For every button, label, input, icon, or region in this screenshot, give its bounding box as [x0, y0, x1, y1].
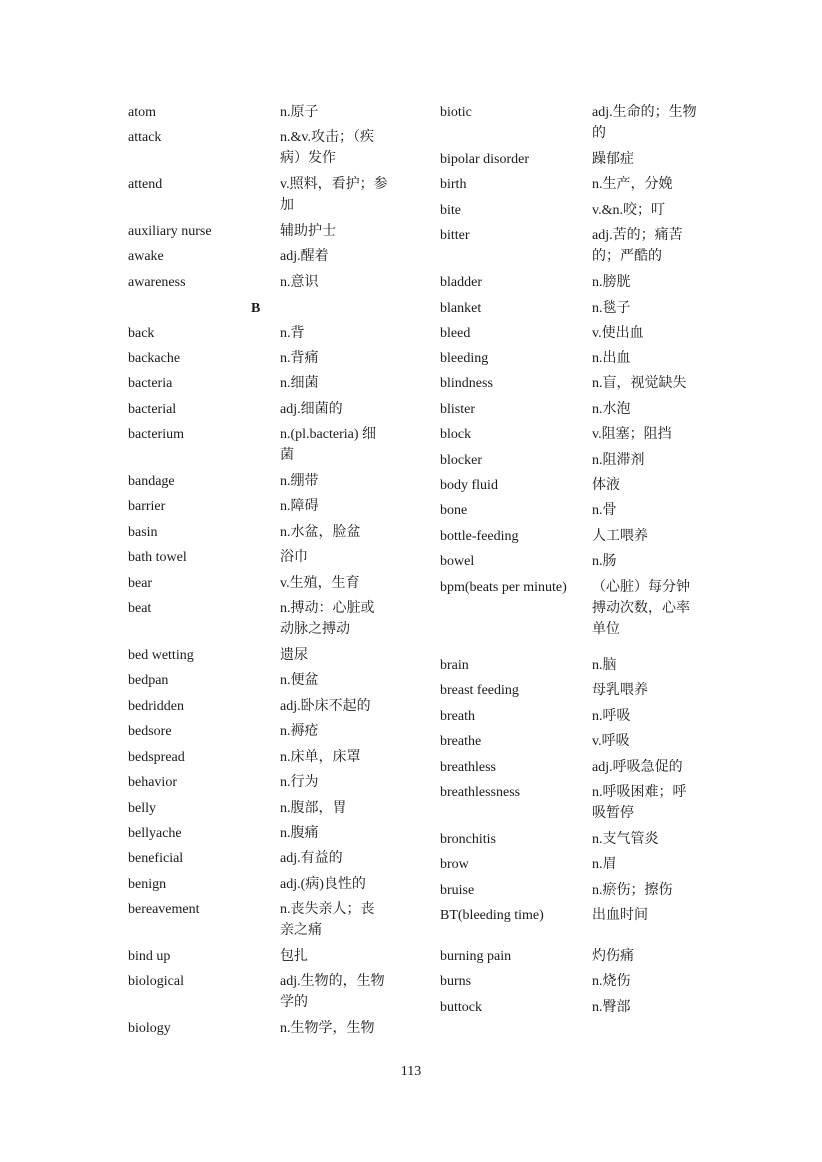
entry-term: biotic	[440, 105, 472, 120]
entry-term: bacteria	[128, 376, 173, 391]
entry-term: breath	[440, 709, 475, 724]
page-number: 113	[400, 1064, 422, 1079]
entry-term: bed wetting	[128, 648, 194, 663]
entry-definition: n.障碍	[280, 499, 319, 514]
entry-term: bandage	[128, 474, 175, 489]
entry-definition: n.(pl.bacteria) 细菌	[280, 427, 377, 463]
entry-term: bone	[440, 503, 468, 518]
entry-term: blindness	[440, 376, 493, 391]
entry-definition: n.生产，分娩	[592, 177, 673, 192]
entry-definition: 出血时间	[592, 908, 648, 923]
entry-definition: n.臀部	[592, 1000, 631, 1015]
entry-term: bedpan	[128, 673, 169, 688]
entry-term: bellyache	[128, 826, 182, 841]
entry-term: bleeding	[440, 351, 489, 366]
entry-term: bitter	[440, 228, 470, 243]
entry-term: biological	[128, 974, 184, 989]
entry-term: beneficial	[128, 851, 184, 866]
entry-definition: v.阻塞；阻挡	[592, 427, 672, 442]
entry-definition: n.床单，床罩	[280, 750, 361, 765]
entry-definition: n.呼吸困难；呼吸暂停	[592, 785, 687, 821]
entry-term: bowel	[440, 554, 475, 569]
entry-term: birth	[440, 177, 467, 192]
entry-term: brain	[440, 658, 469, 673]
entry-term: brow	[440, 857, 469, 872]
entry-term: backache	[128, 351, 181, 366]
entry-definition: v.使出血	[592, 326, 644, 341]
entry-term: burns	[440, 974, 472, 989]
entry-definition: n.水泡	[592, 402, 631, 417]
entry-definition: n.&v.攻击；（疾病）发作	[280, 130, 374, 166]
entry-definition: n.生物学，生物	[280, 1021, 375, 1036]
entry-definition: n.肠	[592, 554, 617, 569]
entry-definition: n.搏动：心脏或动脉之搏动	[280, 601, 375, 637]
entry-term: bronchitis	[440, 832, 496, 847]
entry-term: basin	[128, 525, 158, 540]
entry-definition: n.眉	[592, 857, 617, 872]
entry-definition: n.细菌	[280, 376, 319, 391]
entry-term: awake	[128, 249, 164, 264]
entry-definition: 体液	[592, 478, 620, 493]
entry-term: bruise	[440, 883, 475, 898]
entry-definition: n.烧伤	[592, 974, 631, 989]
entry-definition: v.呼吸	[592, 734, 630, 749]
entry-term: bleed	[440, 326, 471, 341]
section-letter-heading: B	[251, 301, 261, 316]
entry-term: blanket	[440, 301, 482, 316]
entry-definition: n.水盆，脸盆	[280, 525, 361, 540]
entry-term: benign	[128, 877, 167, 892]
entry-definition: n.腹部，胃	[280, 801, 347, 816]
entry-definition: n.原子	[280, 105, 319, 120]
entry-definition: n.盲，视觉缺失	[592, 376, 687, 391]
entry-term: bath towel	[128, 550, 187, 565]
entry-term: breathlessness	[440, 785, 521, 800]
entry-definition: adj.(病)良性的	[280, 877, 366, 892]
entry-term: bacterium	[128, 427, 184, 442]
entry-term: back	[128, 326, 155, 341]
entry-definition: n.膀胱	[592, 275, 631, 290]
entry-definition: adj.苦的；痛苦的；严酷的	[592, 228, 683, 264]
entry-term: burning pain	[440, 949, 512, 964]
entry-term: blister	[440, 402, 475, 417]
entry-term: blocker	[440, 453, 482, 468]
entry-definition: n.背痛	[280, 351, 319, 366]
entry-term: atom	[128, 105, 156, 120]
entry-term: belly	[128, 801, 156, 816]
entry-definition: v.生殖，生育	[280, 576, 360, 591]
entry-term: attack	[128, 130, 162, 145]
entry-term: bereavement	[128, 902, 200, 917]
entry-definition: adj.细菌的	[280, 402, 343, 417]
entry-definition: n.行为	[280, 775, 319, 790]
entry-definition: n.呼吸	[592, 709, 631, 724]
entry-term: bear	[128, 576, 153, 591]
entry-term: barrier	[128, 499, 166, 514]
entry-term: attend	[128, 177, 163, 192]
entry-term: block	[440, 427, 472, 442]
entry-term: breast feeding	[440, 683, 519, 698]
entry-definition: v.&n.咬；叮	[592, 203, 665, 218]
entry-term: auxiliary nurse	[128, 224, 212, 239]
entry-definition: 灼伤痛	[592, 949, 634, 964]
entry-term: body fluid	[440, 478, 498, 493]
entry-term: bladder	[440, 275, 482, 290]
entry-term: awareness	[128, 275, 186, 290]
entry-definition: adj.卧床不起的	[280, 699, 371, 714]
entry-definition: n.毯子	[592, 301, 631, 316]
entry-term: bedsore	[128, 724, 172, 739]
entry-definition: 母乳喂养	[592, 683, 648, 698]
entry-definition: v.照料，看护；参加	[280, 177, 388, 213]
entry-definition: adj.生命的；生物的	[592, 105, 697, 141]
entry-term: buttock	[440, 1000, 482, 1015]
entry-definition: n.便盆	[280, 673, 319, 688]
entry-definition: adj.有益的	[280, 851, 343, 866]
entry-term: beat	[128, 601, 152, 616]
entry-definition: 人工喂养	[592, 529, 648, 544]
entry-definition: n.意识	[280, 275, 319, 290]
entry-definition: n.绷带	[280, 474, 319, 489]
entry-definition: n.骨	[592, 503, 617, 518]
entry-definition: n.支气管炎	[592, 832, 659, 847]
entry-definition: n.出血	[592, 351, 631, 366]
entry-term: bind up	[128, 949, 171, 964]
entry-definition: 遗尿	[280, 648, 308, 663]
entry-term: bpm(beats per minute)	[440, 580, 567, 595]
entry-term: bacterial	[128, 402, 177, 417]
entry-definition: n.脑	[592, 658, 617, 673]
entry-definition: n.腹痛	[280, 826, 319, 841]
entry-definition: 辅助护士	[280, 224, 336, 239]
entry-definition: adj.生物的，生物学的	[280, 974, 385, 1010]
entry-definition: n.丧失亲人；丧亲之痛	[280, 902, 375, 938]
entry-term: bottle-feeding	[440, 529, 519, 544]
entry-definition: n.褥疮	[280, 724, 319, 739]
entry-definition: adj.醒着	[280, 249, 329, 264]
entry-definition: adj.呼吸急促的	[592, 760, 683, 775]
entry-term: bite	[440, 203, 461, 218]
entry-term: breathless	[440, 760, 496, 775]
entry-definition: 躁郁症	[592, 152, 634, 167]
entry-term: bedridden	[128, 699, 184, 714]
entry-definition: n.阻滞剂	[592, 453, 645, 468]
entry-term: bipolar disorder	[440, 152, 530, 167]
entry-term: bedspread	[128, 750, 185, 765]
entry-term: biology	[128, 1021, 171, 1036]
entry-term: behavior	[128, 775, 177, 790]
entry-term: BT(bleeding time)	[440, 908, 544, 923]
entry-definition: （心脏）每分钟搏动次数，心率单位	[592, 580, 690, 637]
entry-definition: n.背	[280, 326, 305, 341]
entry-definition: n.瘀伤；擦伤	[592, 883, 673, 898]
entry-definition: 包扎	[280, 949, 308, 964]
entry-definition: 浴巾	[280, 550, 308, 565]
entry-term: breathe	[440, 734, 482, 749]
